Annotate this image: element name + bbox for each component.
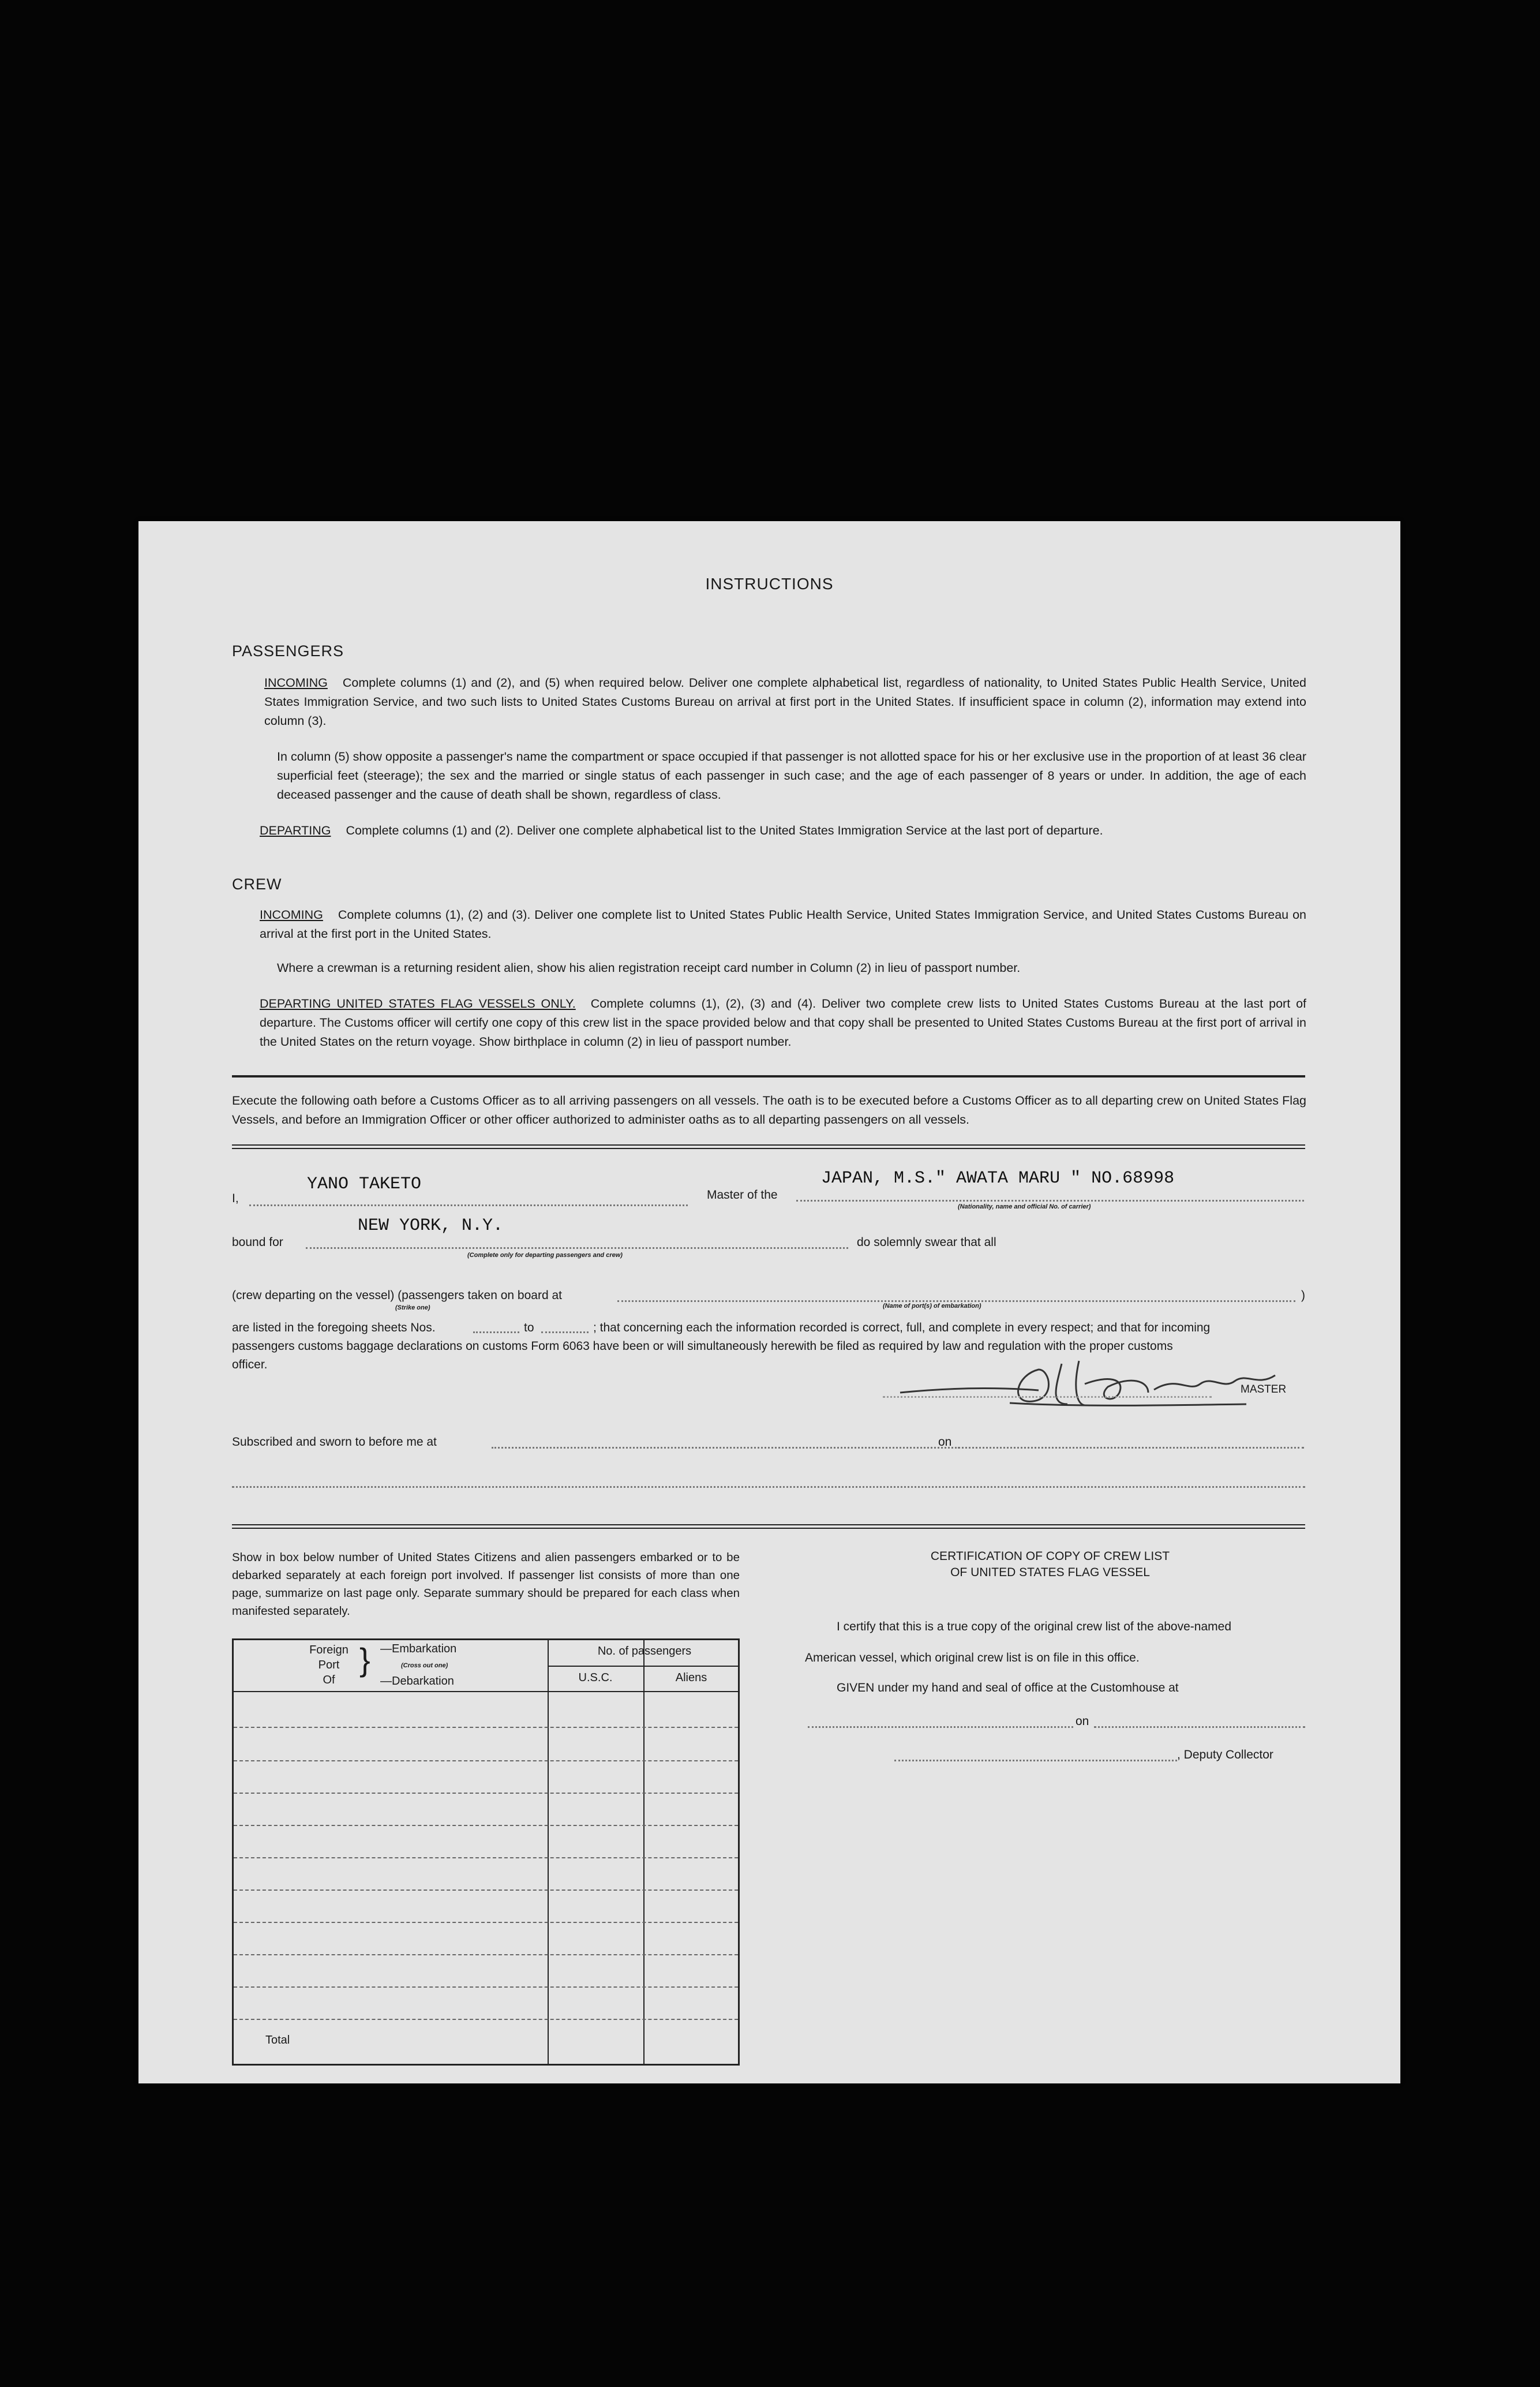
passenger-summary-table [232, 1638, 740, 2066]
certification-title [865, 1548, 1235, 1581]
summary-row-line [234, 2019, 738, 2020]
vessel-caption: (Nationality, name and official No. of carrier) [958, 1203, 1091, 1210]
embarkation-label: —Embarkation [380, 1643, 457, 1655]
summary-row-line [234, 1954, 738, 1955]
destination-caption: (Complete only for departing passengers and crew) [467, 1252, 623, 1259]
vessel-line [796, 1200, 1304, 1202]
master-name-value: YANO TAKETO [307, 1174, 422, 1194]
certification-date-line [1094, 1726, 1305, 1728]
passengers-heading: PASSENGERS [232, 642, 344, 660]
port-caption: (Name of port(s) of embarkation) [883, 1303, 981, 1310]
col-port: Port [318, 1659, 340, 1671]
aliens-header: Aliens [675, 1671, 707, 1684]
crew-flag-lead: DEPARTING UNITED STATES FLAG VESSELS ONLY. [260, 997, 576, 1011]
master-label: MASTER [1241, 1383, 1287, 1395]
deputy-signature-line [894, 1760, 1177, 1761]
document-page [138, 521, 1400, 2083]
officer-label: officer. [232, 1358, 268, 1371]
sheets-from-line [473, 1331, 519, 1333]
subscribed-label: Subscribed and sworn to before me at [232, 1435, 437, 1449]
sheets-rest-2: passengers customs baggage declarations on customs Form 6063 have been or will simultaneously herewith be filed as required by law and regulation with the proper customs [232, 1340, 1173, 1353]
oath-i-label: I, [232, 1192, 239, 1205]
certification-title-1: CERTIFICATION OF COPY OF CREW LIST [930, 1550, 1170, 1563]
passengers-incoming-paragraph [264, 674, 1306, 731]
double-divider-2 [232, 1524, 1305, 1529]
destination-value: NEW YORK, N.Y. [358, 1216, 504, 1236]
col-of: Of [323, 1674, 335, 1686]
double-divider [232, 1144, 1305, 1149]
master-of-label: Master of the [707, 1188, 778, 1202]
sheets-rest-1: ; that concerning each the information recorded is correct, full, and complete in every respect; and that for incoming [593, 1321, 1211, 1334]
crew-flag-text: Complete columns (1), (2), (3) and (4). Deliver two complete crew lists to United States Customs Bureau at the last port of departure. The Customs officer will certify one copy of this crew list in the space provided below and that copy shall be presented to United States Customs Bureau at the first port of arrival in the United States on the return voyage. Show birthplace in column (2) in lieu of passport number. [260, 997, 1307, 1049]
passengers-incoming-text: Complete columns (1) and (2), and (5) when required below. Deliver one complete alphabetical list, regardless of nationality, to United States Public Health Service, United States Immigration Service, and two such lists to United States Customs Bureau on arrival at first port in the United States. If insufficient space in column (2), information may extend into column (3). [264, 676, 1306, 728]
sheets-label: are listed in the foregoing sheets Nos. [232, 1321, 436, 1334]
cross-out-caption: (Cross out one) [401, 1662, 448, 1669]
crew-heading: CREW [232, 876, 282, 893]
summary-row-line [234, 1986, 738, 1988]
divider [232, 1075, 1305, 1077]
document-title: INSTRUCTIONS [705, 575, 834, 593]
passengers-departing-lead: DEPARTING [260, 824, 331, 837]
oath-instructions: Execute the following oath before a Customs Officer as to all arriving passengers on all vessels. The oath is to be executed before a Customs Officer as to all departing crew on United States Flag Vessels, and before an Immigration Officer or other officer authorized to administer oaths as to all departing passengers on all vessels. [232, 1094, 1306, 1127]
close-paren: ) [1301, 1289, 1305, 1302]
crew-flag-paragraph [260, 994, 1306, 1052]
sheets-to-line [541, 1331, 589, 1333]
summary-row-line [234, 1857, 738, 1858]
port-line [617, 1300, 1295, 1302]
summary-row-line [234, 1825, 738, 1826]
passengers-column5-paragraph: In column (5) show opposite a passenger's name the compartment or space occupied if that passenger is not allotted space for his or her exclusive use in the proportion of at least 36 clear superficial feet (steerage); the sex and the married or single status of each passenger in such case; and the age of each passenger of 8 years or under. In addition, the age of each deceased passenger and the cause of death shall be shown, regardless of class. [277, 750, 1306, 802]
officer-signature-line [232, 1486, 1305, 1488]
bound-for-label: bound for [232, 1236, 283, 1249]
usc-header: U.S.C. [578, 1671, 613, 1684]
deputy-collector-label: , Deputy Collector [1177, 1748, 1273, 1761]
subscribed-on-label: on [938, 1435, 952, 1449]
no-of-passengers-header: No. of passengers [597, 1645, 692, 1658]
vessel-value: JAPAN, M.S." AWATA MARU " NO.68998 [821, 1169, 1175, 1188]
debarkation-label: —Debarkation [380, 1675, 454, 1688]
summary-instructions: Show in box below number of United States Citizens and alien passengers embarked or to be debarked separately at each foreign port involved. If passenger list consists of more than one page, summarize on last page only. Separate summary should be prepared for each class when manifested separately. [232, 1551, 740, 1618]
certification-line-1: I certify that this is a true copy of the original crew list of the above-named [837, 1620, 1231, 1633]
total-label: Total [265, 2034, 290, 2046]
passengers-incoming-lead: INCOMING [264, 676, 328, 690]
crew-incoming-lead: INCOMING [260, 908, 323, 922]
crew-departing-label: (crew departing on the vessel) (passengers taken on board at [232, 1289, 562, 1302]
destination-line [306, 1247, 848, 1249]
crew-incoming-text: Complete columns (1), (2) and (3). Deliver one complete list to United States Public Health Service, United States Immigration Service, and United States Customs Bureau on arrival at the first port in the United States. [260, 908, 1306, 941]
strike-one-caption: (Strike one) [395, 1304, 430, 1311]
certification-place-line [808, 1726, 1073, 1728]
certification-line-2: American vessel, which original crew list is on file in this office. [805, 1651, 1140, 1664]
sheets-to-label: to [524, 1321, 534, 1334]
col-foreign: Foreign [309, 1644, 349, 1656]
passengers-departing-paragraph [260, 821, 1306, 840]
certification-on-label: on [1076, 1715, 1089, 1728]
summary-row-line [234, 1727, 738, 1728]
swear-label: do solemnly swear that all [857, 1236, 996, 1249]
summary-row-line [234, 1922, 738, 1923]
master-name-line [249, 1204, 688, 1206]
master-signature [877, 1352, 1292, 1416]
certification-title-2: OF UNITED STATES FLAG VESSEL [950, 1566, 1150, 1579]
crew-incoming-paragraph [260, 906, 1306, 944]
signature-line [883, 1396, 1212, 1398]
summary-row-line [234, 1890, 738, 1891]
summary-row-line [234, 1760, 738, 1761]
brace-left: } [359, 1641, 370, 1678]
crew-resident-paragraph: Where a crewman is a returning resident alien, show his alien registration receipt card number in Column (2) in lieu of passport number. [277, 961, 1021, 975]
summary-row-line [234, 1793, 738, 1794]
certification-line-3: GIVEN under my hand and seal of office at the Customhouse at [837, 1681, 1179, 1694]
subscribed-date-line [958, 1447, 1304, 1449]
passengers-departing-text: Complete columns (1) and (2). Deliver one complete alphabetical list to the United States Immigration Service at the last port of departure. [346, 824, 1103, 837]
